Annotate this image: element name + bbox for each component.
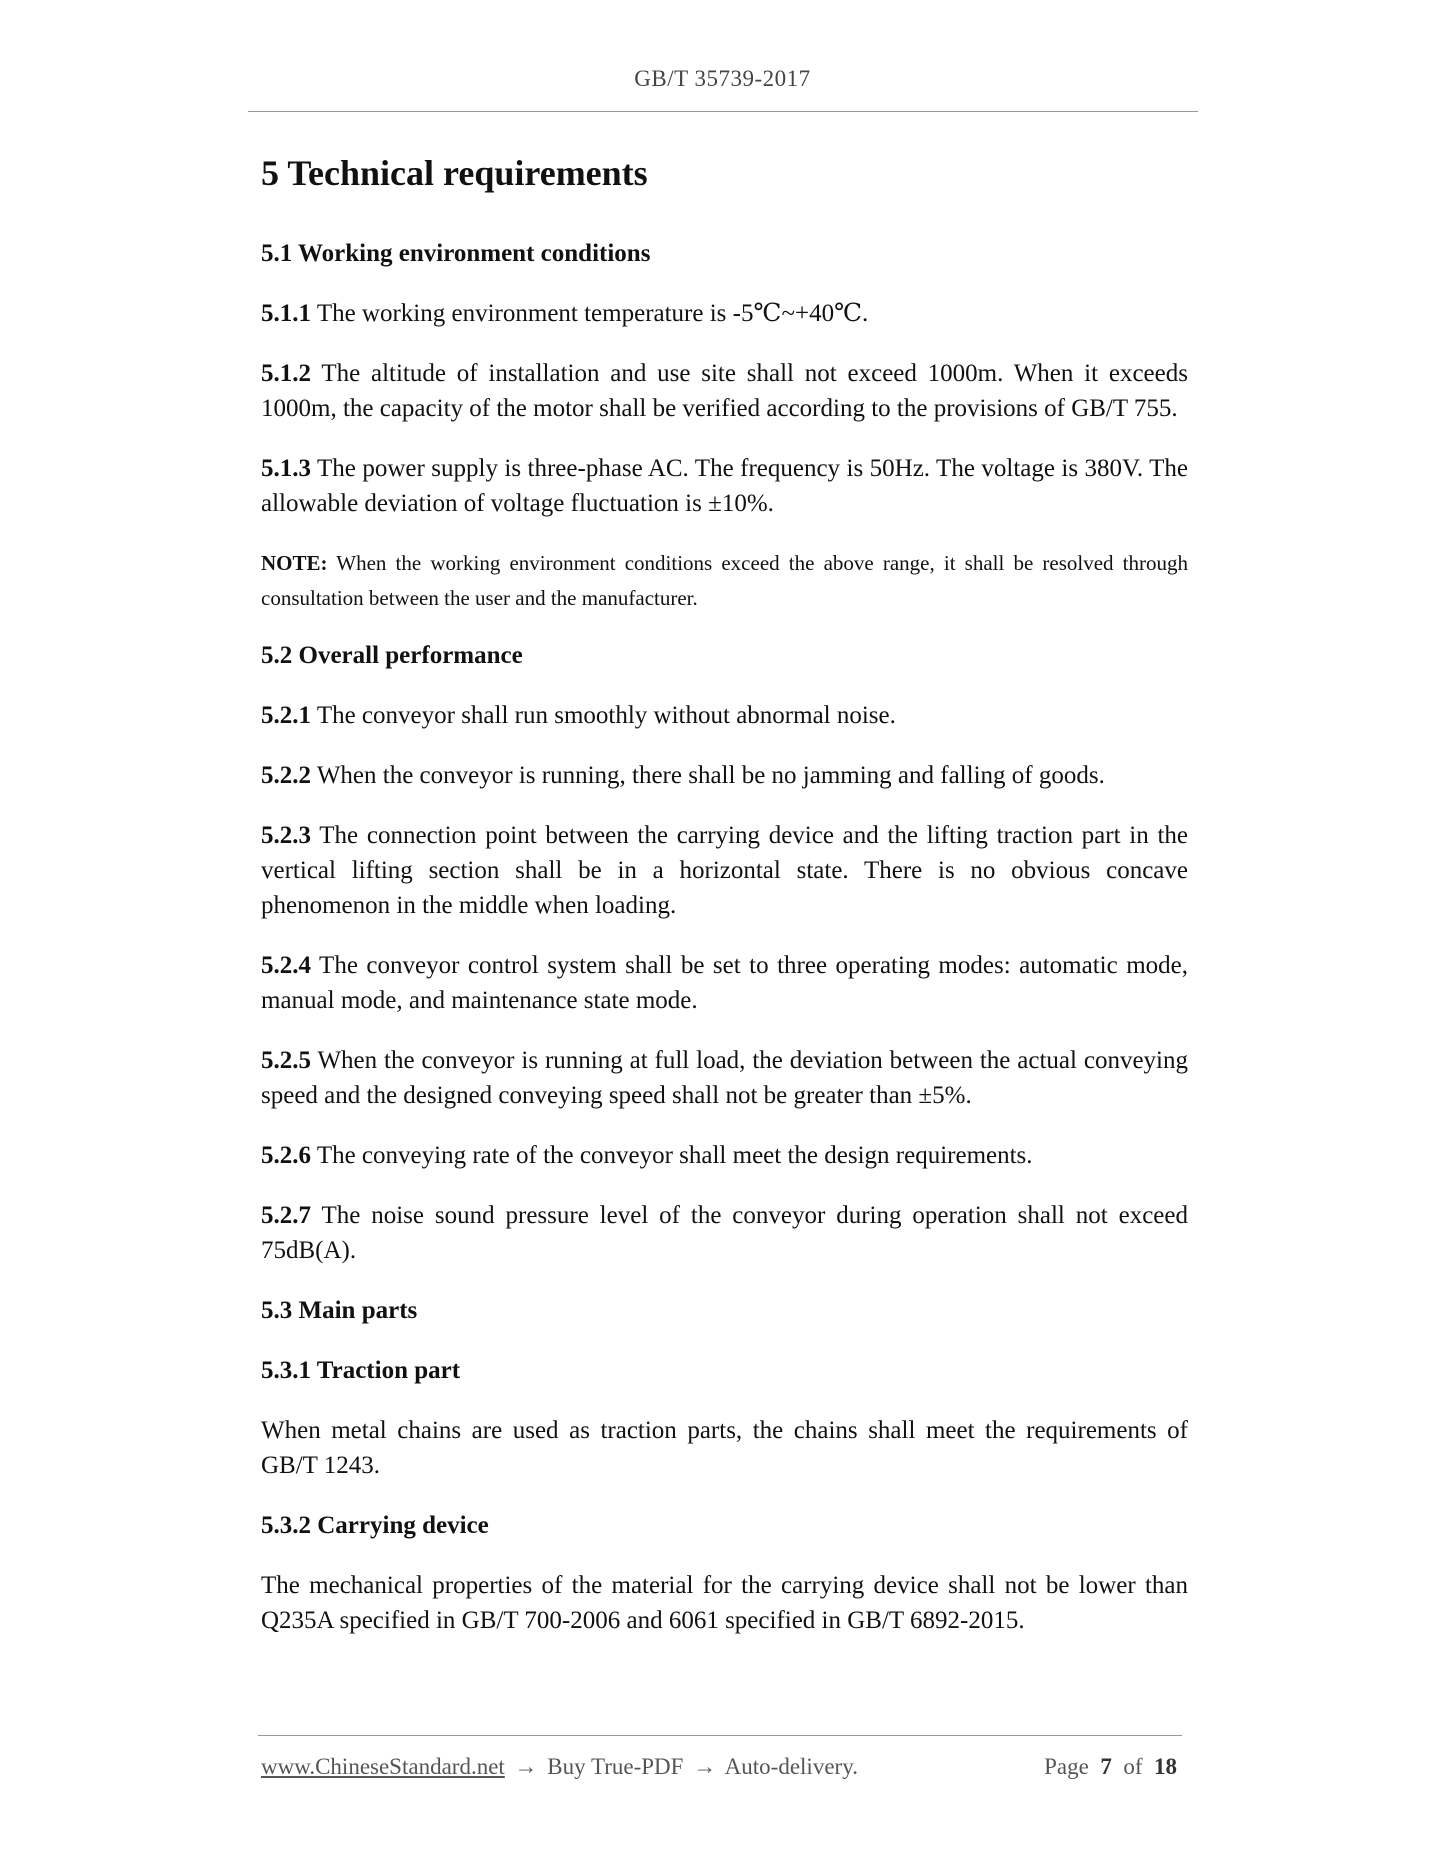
clause-5-1-1 [261,296,1188,331]
clause-text: The noise sound pressure level of the conveyor during operation shall not exceed 75dB(A). [261,1202,1188,1265]
clause-number: 5.1.3 [261,455,311,483]
clause-5-1-2 [261,356,1188,426]
clause-text: The power supply is three-phase AC. The frequency is 50Hz. The voltage is 380V. The allowable deviation of voltage fluctuation is ±10%. [261,455,1188,518]
section-5-3-title: 5.3 Main parts [261,1297,418,1325]
page-number [1044,1754,1177,1780]
clause-text: The connection point between the carrying device and the lifting traction part in the vertical lifting section shall be in a horizontal state. There is no obvious concave phenomenon in the middle when loading. [261,822,1188,920]
page-footer [261,1754,1181,1786]
buy-pdf-text: Buy True-PDF [547,1754,684,1779]
clause-5-3-2-text: The mechanical properties of the material for the carrying device shall not be lower than Q235A specified in GB/T 700-2006 and 6061 specified in GB/T 6892-2015. [261,1572,1188,1635]
clause-5-2-5 [261,1043,1188,1113]
clause-text: When the conveyor is running, there shall be no jamming and falling of goods. [316,762,1105,790]
clause-number: 5.2.5 [261,1047,311,1075]
website-link[interactable]: www.ChineseStandard.net [261,1754,505,1779]
clause-text: The altitude of installation and use site shall not exceed 1000m. When it exceeds 1000m, the capacity of the motor shall be verified according to the provisions of GB/T 755. [261,360,1188,423]
auto-delivery-text: Auto-delivery. [724,1754,858,1779]
clause-5-2-1 [261,698,1188,733]
clause-5-2-2 [261,758,1188,793]
clause-5-1-3 [261,451,1188,521]
page-total: 18 [1154,1754,1177,1779]
section-5-3-2-title: 5.3.2 Carrying device [261,1512,489,1540]
clause-text: The conveying rate of the conveyor shall meet the design requirements. [316,1142,1033,1170]
clause-number: 5.1.2 [261,360,311,388]
of-label: of [1123,1754,1143,1779]
section-5-2-title: 5.2 Overall performance [261,642,523,670]
section-5-3-1-title: 5.3.1 Traction part [261,1357,461,1385]
footer-divider [258,1735,1182,1736]
clause-number: 5.2.3 [261,822,311,850]
note-label: NOTE: [261,551,328,576]
header-divider [248,111,1198,112]
clause-5-3-1-text: When metal chains are used as traction parts, the chains shall meet the requirements of GB/T 1243. [261,1417,1188,1480]
clause-text: The conveyor shall run smoothly without abnormal noise. [316,702,896,730]
clause-text: The conveyor control system shall be set to three operating modes: automatic mode, manual mode, and maintenance state mode. [261,952,1188,1015]
arrow-right-icon: → [514,1754,538,1779]
section-5-1-title: 5.1 Working environment conditions [261,240,651,268]
page-current: 7 [1100,1754,1112,1779]
footer-promo [261,1754,858,1780]
clause-number: 5.1.1 [261,300,311,328]
clause-text: When the conveyor is running at full load, the deviation between the actual conveying speed and the designed conveying speed shall not be greater than ±5%. [261,1047,1188,1110]
document-header-title: GB/T 35739-2017 [634,66,811,91]
clause-number: 5.2.2 [261,762,311,790]
clause-text: The working environment temperature is -5℃~+40℃. [316,300,869,328]
arrow-right-icon: → [693,1754,717,1779]
page-label: Page [1044,1754,1089,1779]
clause-number: 5.2.6 [261,1142,311,1170]
note-5-1 [261,546,1188,616]
clause-5-2-6 [261,1138,1188,1173]
section-5-title: 5 Technical requirements [261,153,648,193]
clause-5-2-7 [261,1198,1188,1268]
clause-number: 5.2.4 [261,952,311,980]
clause-5-2-4 [261,948,1188,1018]
page-content [261,152,1188,1663]
clause-number: 5.2.7 [261,1202,311,1230]
note-text: When the working environment conditions exceed the above range, it shall be resolved through consultation between the user and the manufacturer. [261,551,1189,611]
clause-5-2-3 [261,818,1188,923]
clause-number: 5.2.1 [261,702,311,730]
